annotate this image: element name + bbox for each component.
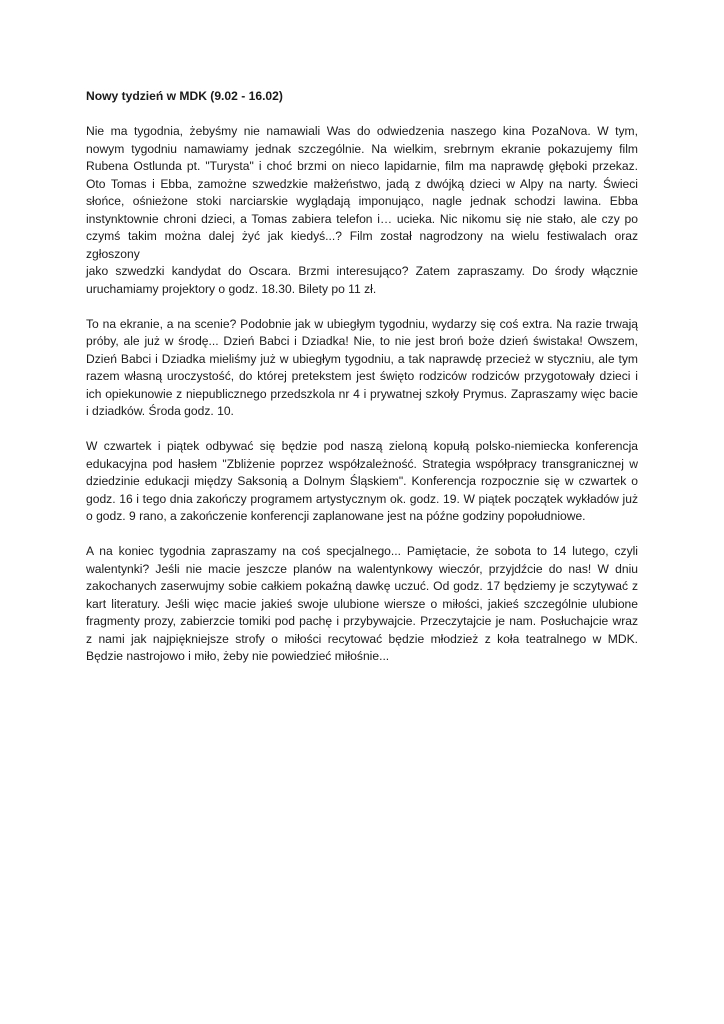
text-line: z nami jak najpiękniejsze strofy o miłości recytować będzie młodzież z koła teatralnego w MDK.: [86, 631, 638, 646]
text-line: słońce, ośnieżone stoki narciarskie wyglądają imponująco, nagle jednak schodzi lawina. Ebba: [86, 194, 638, 208]
text-line: o godz. 9 rano, a zakończenie konferencji zaplanowane jest na późne godziny popołudniowe.: [86, 509, 586, 523]
text-line: dziedzinie edukacji między Saksonią a Dolnym Śląskiem". Konferencja rozpocznie się w czwartek o: [86, 474, 638, 488]
text-line: Będzie nastrojowo i miło, żeby nie powiedzieć miłośnie...: [86, 649, 390, 663]
text-line: Oto Tomas i Ebba, zamożne szwedzkie małżeństwo, jadą z dwójką dzieci w Alpy na narty. Świeci: [86, 176, 638, 191]
text-line: ich opiekunowie z niepublicznego przedszkola nr 4 i prywatnej szkoły Prymus. Zapraszamy więc bacie: [86, 386, 638, 401]
text-line: nowym tygodniu namawiamy jednak szczególnie. Na wielkim, srebrnym ekranie pokazujemy film: [86, 141, 638, 156]
text-line: To na ekranie, a na scenie? Podobnie jak w ubiegłym tygodniu, wydarzy się coś extra. Na razie trwają: [86, 316, 638, 331]
text-line: czymś takim można dalej żyć jak kiedyś...? Film został nagrodzony na wielu festiwalach oraz zgłoszony: [86, 229, 638, 261]
paragraph-valentines: [86, 543, 638, 666]
document-body: [86, 88, 638, 683]
text-line: kart literatury. Jeśli więc macie jakieś swoje ulubione wiersze o miłości, jakieś szczególnie ulubione: [86, 596, 638, 611]
text-line: W czwartek i piątek odbywać się będzie pod naszą zieloną kopułą polsko-niemiecka konferencja: [86, 439, 638, 453]
paragraph-cinema: [86, 123, 638, 298]
text-line: Nie ma tygodnia, żebyśmy nie namawiali Was do odwiedzenia naszego kina PozaNova. W tym,: [86, 124, 638, 138]
text-line: fragmenty prozy, zabierzcie tomiki pod pachę i przybywajcie. Przeczytajcie je nam. Posłuchajcie wraz: [86, 614, 638, 628]
text-line: jako szwedzki kandydat do Oscara. Brzmi interesująco? Zatem zapraszamy. Do środy włącznie: [86, 264, 638, 278]
paragraph-conference: [86, 438, 638, 526]
text-line: uruchamiamy projektory o godz. 18.30. Bilety po 11 zł.: [86, 281, 377, 296]
paragraph-stage: [86, 316, 638, 421]
text-line: razem własną uroczystość, do której pretekstem jest święto rodziców rodziców przygotowały dzieci i: [86, 369, 638, 383]
text-line: edukacyjna pod hasłem "Zbliżenie poprzez współzależność. Strategia współpracy transgranicznej w: [86, 456, 638, 471]
document-title: Nowy tydzień w MDK (9.02 - 16.02): [86, 89, 283, 103]
text-line: i dziadków. Środa godz. 10.: [86, 404, 234, 418]
text-line: walentynki? Jeśli nie macie jeszcze planów na walentynkowy wieczór, przyjdźcie do nas! W dniu: [86, 561, 638, 576]
text-line: próby, ale już w środę... Dzień Babci i Dziadka! Nie, to nie jest broń boże dzień świstaka! Owszem,: [86, 334, 638, 348]
text-line: godz. 16 i tego dnia zakończy programem artystycznym ok. godz. 19. W piątek początek wykładów już: [86, 491, 638, 506]
text-line: Rubena Ostlunda pt. "Turysta" i choć brzmi on nieco lapidarnie, film ma naprawdę głęboki przekaz.: [86, 159, 638, 173]
text-line: instynktownie chroni dzieci, a Tomas zabiera telefon i… ucieka. Nic nikomu się nie stało, ale czy po: [86, 211, 638, 226]
text-line: A na koniec tygodnia zapraszamy na coś specjalnego... Pamiętacie, że sobota to 14 lutego, czyli: [86, 544, 638, 558]
text-line: zakochanych zaserwujmy sobie całkiem pokaźną dawkę uczuć. Od godz. 17 będziemy je sczytywać z: [86, 579, 638, 593]
text-line: Dzień Babci i Dziadka mieliśmy już w ubiegłym tygodniu, a tak naprawdę przecież w styczniu, ale tym: [86, 351, 638, 366]
